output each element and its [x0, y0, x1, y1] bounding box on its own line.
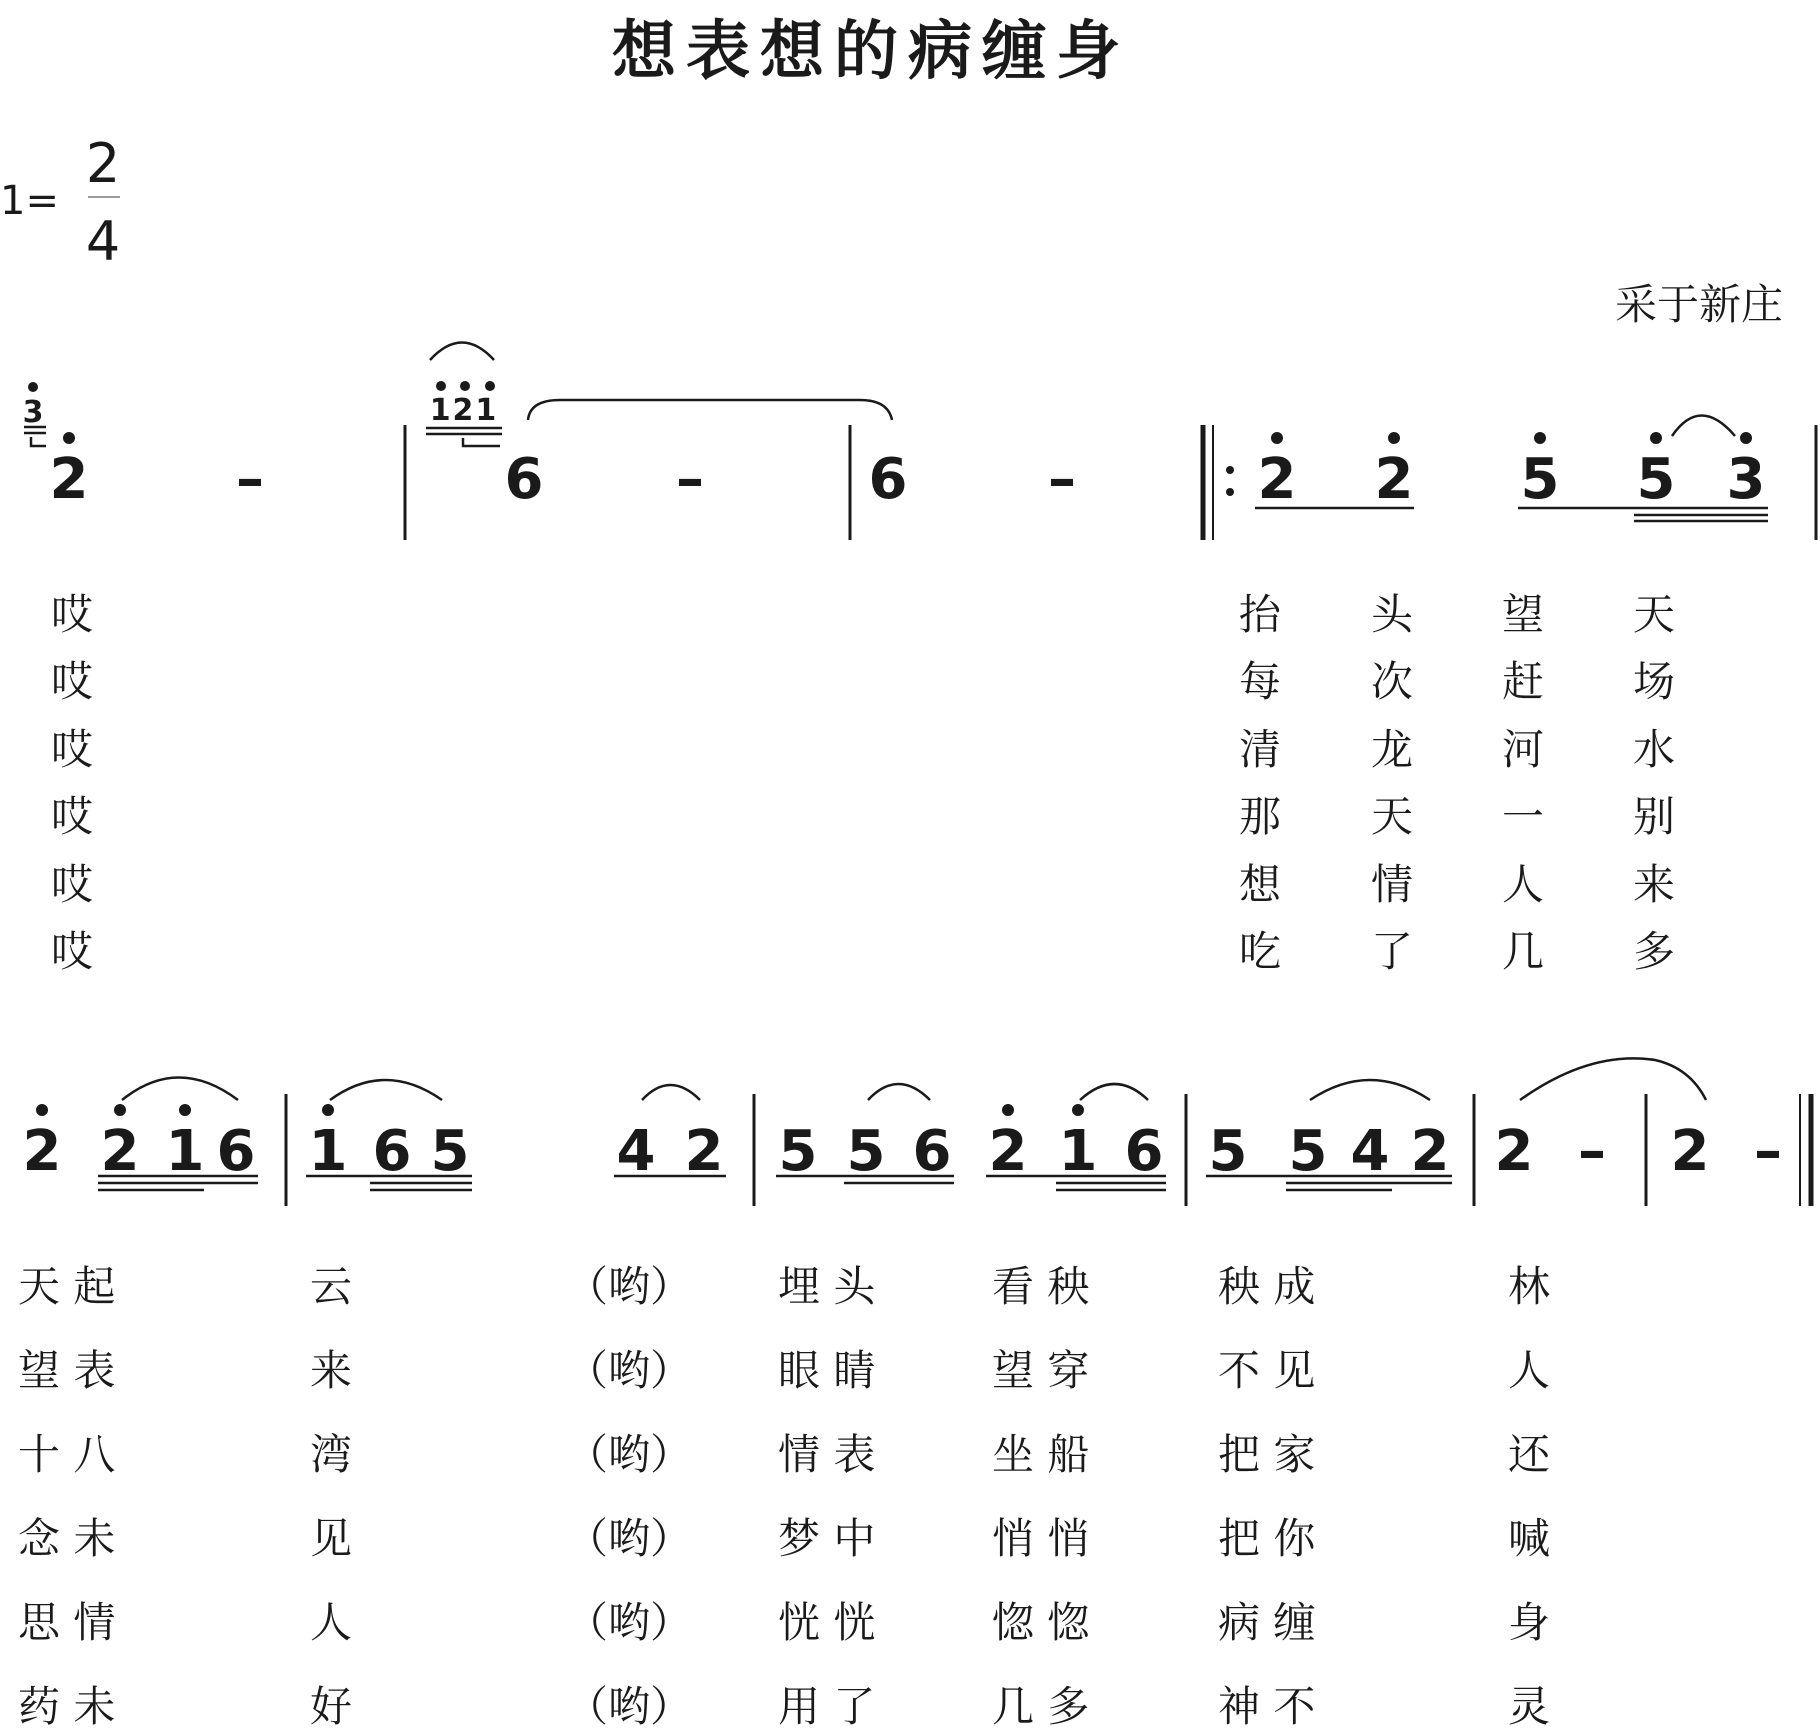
octave-dots: [28, 381, 1752, 1116]
lyric: （哟）: [566, 1682, 693, 1731]
lyric: 林: [1508, 1262, 1551, 1311]
lyric: 来: [310, 1346, 353, 1395]
note: 2: [1670, 1119, 1710, 1184]
slur: [1080, 1084, 1148, 1100]
lyric: 吃: [1238, 927, 1281, 976]
time-signature-denominator: 4: [85, 210, 121, 273]
octave-dot: [1271, 432, 1283, 444]
slur: [868, 1084, 930, 1100]
note: 5: [1636, 447, 1676, 512]
lyric: 思 情: [18, 1598, 116, 1647]
lyric: 头: [1370, 590, 1413, 639]
lyric: 哎: [50, 657, 93, 706]
lyric: 几 多: [992, 1682, 1090, 1731]
slur: [330, 1080, 442, 1100]
octave-dot: [114, 1104, 126, 1116]
lyric: 天: [1632, 590, 1675, 639]
lyric: 见: [310, 1514, 353, 1563]
note: 2: [1257, 447, 1297, 512]
lyric: 来: [1632, 860, 1675, 909]
source-note: 采于新庄: [1615, 280, 1784, 329]
lyric: 场: [1632, 657, 1675, 706]
note: 2: [1494, 1119, 1534, 1184]
lyric: 每: [1238, 657, 1281, 706]
lyric: 情 表: [778, 1430, 876, 1479]
slur: [528, 400, 892, 420]
lyric: 惚 惚: [992, 1598, 1090, 1647]
dash: –: [1048, 447, 1076, 512]
note: 4: [1350, 1119, 1390, 1184]
grace-hook: [31, 437, 46, 446]
lyric: 哎: [50, 792, 93, 841]
grace-hook: [463, 438, 500, 446]
dash: –: [1578, 1119, 1606, 1184]
lyric: 赶: [1501, 657, 1544, 706]
octave-dot: [436, 381, 446, 391]
octave-dot: [460, 381, 470, 391]
note: 2: [1410, 1119, 1450, 1184]
note: 2: [49, 447, 89, 512]
octave-dot: [1002, 1104, 1014, 1116]
note: 6: [372, 1119, 412, 1184]
octave-dot: [1534, 432, 1546, 444]
note: 6: [1124, 1119, 1164, 1184]
lyric: （哟）: [566, 1598, 693, 1647]
lyric: 望: [1501, 590, 1544, 639]
lyric: （哟）: [566, 1346, 693, 1395]
lyric: 把 家: [1218, 1430, 1316, 1479]
octave-dot: [322, 1104, 334, 1116]
lyric: 哎: [50, 860, 93, 909]
slur: [1672, 416, 1735, 437]
lyric: 恍 恍: [778, 1598, 876, 1647]
lyric: 把 你: [1218, 1514, 1316, 1563]
lyric: 神 不: [1218, 1682, 1316, 1731]
octave-dot: [1388, 432, 1400, 444]
grace-note: 3: [22, 395, 44, 430]
lyric: 眼 睛: [778, 1346, 876, 1395]
lyric: 看 秧: [992, 1262, 1090, 1311]
octave-dot: [1072, 1104, 1084, 1116]
note: 5: [846, 1119, 886, 1184]
lyric: 人: [310, 1598, 353, 1647]
time-signature-numerator: 2: [85, 132, 121, 195]
lyric: 龙: [1370, 725, 1413, 774]
lyric: 哎: [50, 590, 93, 639]
lyric: 了: [1370, 927, 1413, 976]
note: 6: [504, 447, 544, 512]
page-title: 想表想的病缠身: [612, 14, 1130, 89]
octave-dot: [36, 1104, 48, 1116]
lyric: 人: [1501, 860, 1544, 909]
lyric: 药 未: [18, 1682, 116, 1731]
lyric: 那: [1238, 792, 1281, 841]
note: 5: [1288, 1119, 1328, 1184]
lyric: 用 了: [778, 1682, 876, 1731]
lyric: 湾: [310, 1430, 353, 1479]
lyric: 好: [310, 1682, 353, 1731]
slur: [1520, 1058, 1706, 1100]
octave-dot: [485, 381, 495, 391]
note: 5: [1520, 447, 1560, 512]
note: 5: [778, 1119, 818, 1184]
lyric: 想: [1238, 860, 1281, 909]
lyric: 坐 船: [992, 1430, 1090, 1479]
grace-notes: 121: [429, 393, 499, 428]
key-signature: 1=: [0, 178, 59, 224]
lyric: 不 见: [1218, 1346, 1316, 1395]
octave-dot: [63, 432, 75, 444]
lyric: 人: [1508, 1346, 1551, 1395]
grace-marks: [24, 427, 502, 446]
lyric: 河: [1501, 725, 1544, 774]
lyric: 几: [1501, 927, 1544, 976]
lyric: 喊: [1508, 1514, 1551, 1563]
note: 6: [216, 1119, 256, 1184]
slurs: [122, 343, 1735, 1101]
note: 2: [684, 1119, 724, 1184]
note: 2: [22, 1119, 62, 1184]
octave-dot: [1650, 432, 1662, 444]
lyric: 别: [1632, 792, 1675, 841]
lyric: 望 穿: [992, 1346, 1090, 1395]
lyric: 清: [1238, 725, 1281, 774]
lyric: 灵: [1508, 1682, 1551, 1731]
slur: [642, 1085, 700, 1100]
octave-dot: [179, 1104, 191, 1116]
lyric: 病 缠: [1218, 1598, 1316, 1647]
note: 2: [100, 1119, 140, 1184]
repeat-dot: [1226, 466, 1234, 474]
slur: [122, 1078, 238, 1101]
note: 2: [988, 1119, 1028, 1184]
note: 2: [1374, 447, 1414, 512]
octave-dot: [1740, 432, 1752, 444]
note: 4: [616, 1119, 656, 1184]
note: 1: [165, 1119, 205, 1184]
lyric: 哎: [50, 725, 93, 774]
note: 5: [430, 1119, 470, 1184]
slur: [1310, 1080, 1430, 1100]
lyric: （哟）: [566, 1430, 693, 1479]
lyric: （哟）: [566, 1514, 693, 1563]
lyric: 还: [1508, 1430, 1551, 1479]
lyric: 悄 悄: [992, 1514, 1090, 1563]
dash: –: [1754, 1119, 1782, 1184]
lyric: 秧 成: [1218, 1262, 1316, 1311]
lyric: （哟）: [566, 1262, 693, 1311]
dash: –: [236, 447, 264, 512]
lyric: 埋 头: [778, 1262, 876, 1311]
lyric: 望 表: [18, 1346, 116, 1395]
repeat-sign-dots: [1226, 466, 1234, 496]
lyric: 次: [1370, 657, 1413, 706]
lyric: 十 八: [18, 1430, 116, 1479]
lyric: 念 未: [18, 1514, 116, 1563]
note: 1: [1058, 1119, 1098, 1184]
note: 3: [1726, 447, 1766, 512]
lyric: 梦 中: [778, 1514, 876, 1563]
note: 6: [912, 1119, 952, 1184]
dash: –: [676, 447, 704, 512]
lyric: 天: [1370, 792, 1413, 841]
octave-dot: [28, 382, 38, 392]
lyric: 一: [1501, 792, 1544, 841]
lyric: 情: [1370, 860, 1413, 909]
lyric: 水: [1632, 725, 1675, 774]
note: 5: [1208, 1119, 1248, 1184]
lyric: 多: [1632, 927, 1675, 976]
lyric: 云: [310, 1262, 353, 1311]
note: 6: [868, 447, 908, 512]
lyric: 天 起: [18, 1262, 116, 1311]
lyric: 哎: [50, 927, 93, 976]
repeat-dot: [1226, 488, 1234, 496]
slur: [430, 343, 494, 361]
lyric: 身: [1508, 1598, 1551, 1647]
note: 1: [308, 1119, 348, 1184]
bar-lines: [286, 425, 1816, 1206]
lyric: 抬: [1238, 590, 1281, 639]
